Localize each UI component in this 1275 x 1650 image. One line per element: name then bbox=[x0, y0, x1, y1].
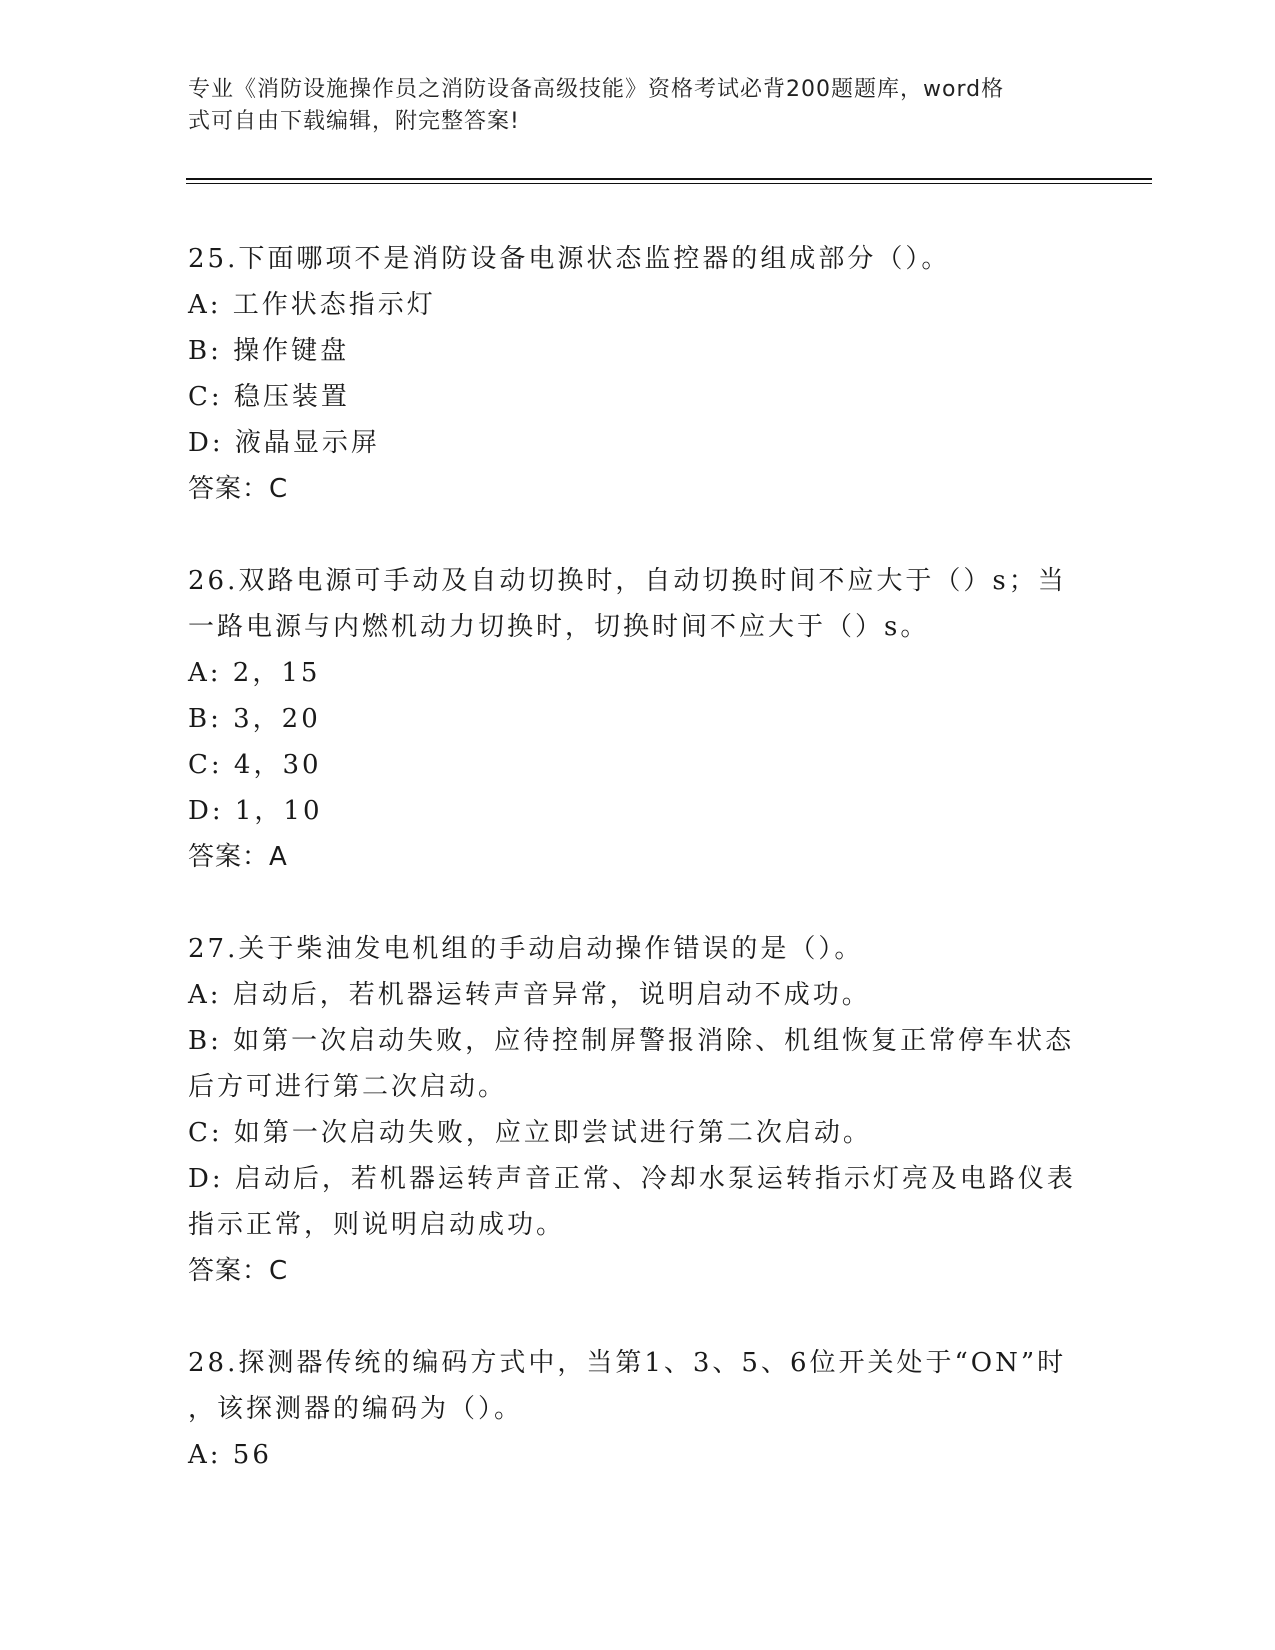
option-a: A: 2，15 bbox=[188, 658, 321, 688]
header-line-2: 式可自由下载编辑，附完整答案! bbox=[188, 109, 520, 134]
option-a: A: 工作状态指示灯 bbox=[188, 290, 436, 320]
option-c: C: 如第一次启动失败，应立即尝试进行第二次启动。 bbox=[188, 1118, 872, 1148]
question-stem: 25.下面哪项不是消防设备电源状态监控器的组成部分（）。 bbox=[188, 244, 951, 274]
option-c: C: 稳压装置 bbox=[188, 382, 350, 412]
question-26 bbox=[188, 558, 1088, 880]
question-list bbox=[188, 236, 1088, 1478]
option-b: B: 如第一次启动失败，应待控制屏警报消除、机组恢复正常停车状态 bbox=[188, 1026, 1075, 1056]
question-stem: 26.双路电源可手动及自动切换时，自动切换时间不应大于（）s；当 bbox=[188, 566, 1067, 596]
question-stem: 27.关于柴油发电机组的手动启动操作错误的是（）。 bbox=[188, 934, 864, 964]
header-divider-thick bbox=[186, 178, 1152, 180]
option-d: D: 液晶显示屏 bbox=[188, 428, 380, 458]
option-a: A: 启动后，若机器运转声音异常，说明启动不成功。 bbox=[188, 980, 871, 1010]
answer-label: 答案：C bbox=[188, 1256, 289, 1286]
option-b: B: 操作键盘 bbox=[188, 336, 350, 366]
option-b-continued: 后方可进行第二次启动。 bbox=[188, 1072, 508, 1102]
question-28 bbox=[188, 1340, 1088, 1478]
question-stem-continued: 一路电源与内燃机动力切换时，切换时间不应大于（）s。 bbox=[188, 612, 930, 642]
option-d: D: 1，10 bbox=[188, 796, 323, 826]
option-d-continued: 指示正常，则说明启动成功。 bbox=[188, 1210, 566, 1240]
option-b: B: 3，20 bbox=[188, 704, 321, 734]
question-stem-continued: ，该探测器的编码为（）。 bbox=[188, 1394, 524, 1424]
question-stem: 28.探测器传统的编码方式中，当第1、3、5、6位开关处于“ON”时 bbox=[188, 1348, 1067, 1378]
option-c: C: 4，30 bbox=[188, 750, 322, 780]
answer-label: 答案：C bbox=[188, 474, 289, 504]
document-header bbox=[188, 74, 1068, 138]
header-divider-thin bbox=[186, 183, 1152, 184]
question-27 bbox=[188, 926, 1088, 1294]
answer-label: 答案：A bbox=[188, 842, 288, 872]
header-line-1: 专业《消防设施操作员之消防设备高级技能》资格考试必背200题题库，word格 bbox=[188, 77, 1005, 102]
option-d: D: 启动后，若机器运转声音正常、冷却水泵运转指示灯亮及电路仪表 bbox=[188, 1164, 1076, 1194]
question-25 bbox=[188, 236, 1088, 512]
option-a: A: 56 bbox=[188, 1440, 272, 1470]
